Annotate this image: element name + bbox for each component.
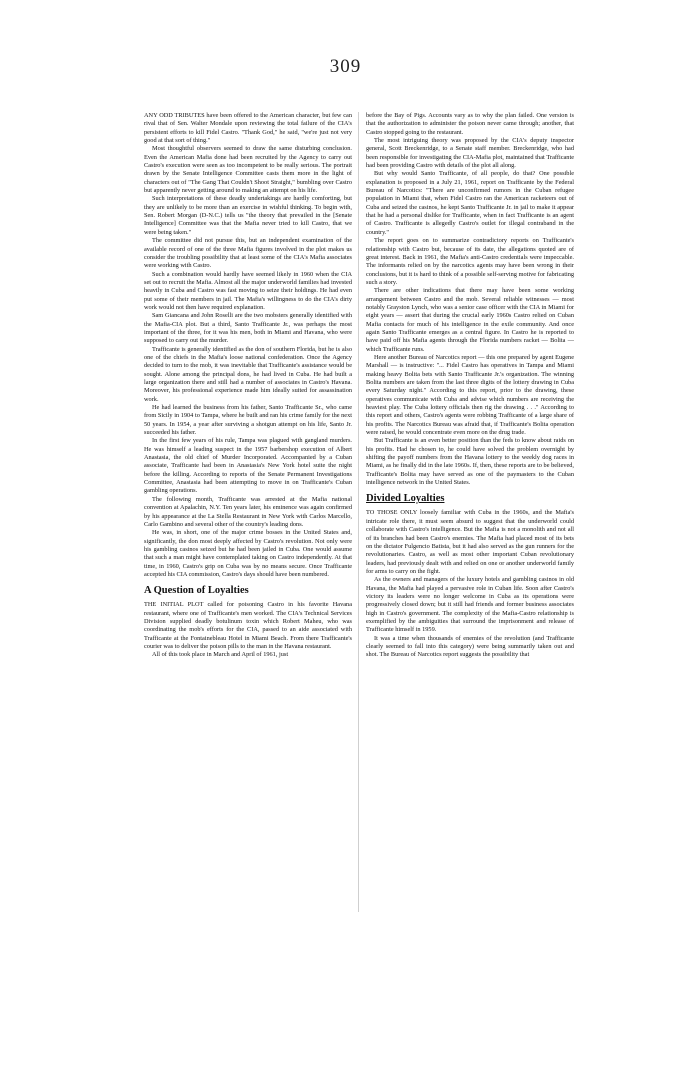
paragraph: The report goes on to summarize contradictory reports on Trafficante's relationship with Castro but, because of its date, the allegations quoted are of great interest. Back in 1961, the Mafia's anti-Castro credentials were impeccable. The informants relied on by the narcotics agents may have been wrong in their conclusions, but it is hard to think of a possible self-serving motive for fabricating such a story. — [366, 237, 574, 286]
paragraph: Such interpretations of these deadly undertakings are hardly comforting, but they are unlikely to be more than an exercise in wishful thinking. To begin with, Sen. Robert Morgan (D-N.C.) tells us "the theory that prevailed in the [Senate Intelligence] Committee was that the Mafia never tried to kill Castro, that we were being taken." — [144, 195, 352, 236]
right-column — [366, 112, 574, 898]
page-number: 309 — [329, 56, 362, 77]
paragraph: As the owners and managers of the luxury hotels and gambling casinos in old Havana, the Mafia had played a pervasive role in Cuban life. Soon after Castro's victory its leaders were no longer welcome in Cuba as its operations were progressively closed down; but it still had friends and former business associates high in Castro's government. The complexity of the Mafia-Castro relationship is exemplified by the ambiguities that surround the imprisonment and release of Trafficante himself in 1959. — [366, 576, 574, 634]
left-column — [144, 112, 352, 920]
paragraph: It was a time when thousands of enemies of the revolution (and Trafficante clearly seemed to fall into this category) were being summarily taken out and shot. The Bureau of Narcotics report suggests the possibility that — [366, 634, 574, 659]
paragraph: He was, in short, one of the major crime bosses in the United States and, significantly, the don most deeply affected by Castro's revolution. Not only were his gambling casinos seized but he had been jailed in Cuba. One would assume that such a man might have contemplated taking on Castro independently. At that time, in 1960, Castro's grip on Cuba was by no means secure. Once Trafficante accepted his CIA commission, Castro's days should have been numbered. — [144, 529, 352, 578]
paragraph: Most thoughtful observers seemed to draw the same disturbing conclusion. Even the American Mafia done had been recruited by the Agency to carry out Castro's execution were seen as too incompetent to be really serious. The portrait drawn by the Senate Intelligence Committee casts them more in the light of characters out of "The Gang That Couldn't Shoot Straight," bumbling over Castro but apparently never getting around to making an attempt on his life. — [144, 145, 352, 195]
paragraph: The committee did not pursue this, but an independent examination of the available record of one of the three Mafia figures involved in the plot makes us consider the troubling possibility that at least some of the CIA's Mafia associates were working with Castro. — [144, 237, 352, 270]
paragraph: In the first few years of his rule, Tampa was plagued with gangland murders. He was himself a leading suspect in the 1957 barbershop execution of Albert Anastasia, the old chief of Murder Incorporated. Accompanied by a Cuban associate, Trafficante had been in Anastasia's New York hotel suite the night before the killing. According to reports of the Senate Permanent Investigations Committee, Anastasia had been attempting to move in on Trafficante's Cuban gambling operations. — [144, 437, 352, 495]
paragraph: But Trafficante is an even better position than the feds to know about raids on his profits. Had he chosen to, he could have solved the problem overnight by shifting the payoff numbers from the Havana lottery to the weekly dog races in Miami, as he finally did in the late 1960s. If, then, these reports are to be believed, Trafficante's Bolita may have served as one of the paymasters to the Cuban intelligence network in the United States. — [366, 437, 574, 487]
column-divider — [358, 112, 359, 912]
paragraph: Trafficante is generally identified as the don of southern Florida, but he is also one of the chiefs in the Mafia's loose national confederation. Once the Agency decided to turn to the mob, it was inevitable that Trafficante's assistance would be sought. Alone among the principal dons, he had lived in Cuba. He had built a large organization there and still had a number of associates in Castro's Havana. Moreover, his professional experience made him ideally suited for assassination work. — [144, 345, 352, 403]
paragraph: ANY ODD TRIBUTES have been offered to the American character, but few can rival that of Sen. Walter Mondale upon reviewing the total failure of the CIA's persistent efforts to kill Fidel Castro. "Thank God," he said, "we're just not very good at that sort of thing." — [144, 112, 352, 145]
paragraph: Here another Bureau of Narcotics report — this one prepared by agent Eugene Marshall — is instructive: "... Fidel Castro has operatives in Tampa and Miami making heavy Bolita bets with Santo Trafficante Jr.'s organization. The winning Bolita numbers are taken from the last three digits of the lottery drawing in Cuba every Saturday night." According to this report, prior to the drawing, these operatives communicate with Cuba and advise which numbers are receiving the heaviest play. The Cuba lottery officials then rig the drawing . . ." According to this report and others, Castro's agents were robbing Trafficante of a large share of his profits. The Narcotics Bureau was afraid that, if Trafficante's Bolita operation were raised, he would concentrate even more on the drug trade. — [366, 353, 574, 437]
paragraph: He had learned the business from his father, Santo Trafficante Sr., who came from Sicily in 1904 to Tampa, where he built and ran his crime family for the next 50 years. In 1954, a year after surviving a shotgun attempt on his life, Santo Jr. succeeded his father. — [144, 404, 352, 437]
paragraph: Sam Giancana and John Roselli are the two mobsters generally identified with the Mafia-CIA plot. But a third, Santo Trafficante Jr., was perhaps the most important of the three, for it was his men, both in Miami and Havana, who were supposed to carry out the murder. — [144, 312, 352, 345]
paragraph: THE INITIAL PLOT called for poisoning Castro in his favorite Havana restaurant, where one of Trafficante's men worked. The CIA's Technical Services Division supplied deadly botulinum toxin which Robert Maheu, who was coordinating the mob's efforts for the CIA, passed to an aide associated with Trafficante at the Fontainebleau Hotel in Miami Beach. From there Trafficante's courier was to deliver the poison pills to the man in the Havana restaurant. — [144, 601, 352, 650]
paragraph: The most intriguing theory was proposed by the CIA's deputy inspector general, Scott Breckenridge, to a Senate staff member. Breckenridge, who had been responsible for investigating the CIA-Mafia plot, maintained that Trafficante had been providing Castro with details of the plot all along. — [366, 137, 574, 170]
paragraph: All of this took place in March and April of 1961, just — [152, 651, 289, 659]
section-heading: Divided Loyalties — [366, 493, 445, 505]
section-heading: A Question of Loyalties — [144, 585, 249, 597]
paragraph: before the Bay of Pigs. Accounts vary as to why the plan failed. One version is that the authorization to administer the poison never came through; another, that Castro stopped going to the restaurant. — [366, 112, 574, 136]
paragraph: Such a combination would hardly have seemed likely in 1960 when the CIA set out to recruit the Mafia. Almost all the major underworld families had invested heavily in Cuba and Castro was fast moving to seize their holdings. He had even put some of their members in jail. The Mafia's willingness to do the CIA's dirty work would not then have required explanation. — [144, 270, 352, 311]
paragraph: But why would Santo Trafficante, of all people, do that? One possible explanation is proposed in a July 21, 1961, report on Trafficante by the Federal Bureau of Narcotics: "There are unconfirmed rumors in the Cuban refugee population in Miami that, when Fidel Castro ran the American racketeers out of Cuba and seized the casinos, he kept Santo Trafficante Jr. in jail to make it appear that he had a personal dislike for Trafficante, when in fact Trafficante is an agent of Castro. Trafficante is allegedly Castro's outlet for illegal contraband in the country." — [366, 170, 574, 236]
paragraph: The following month, Trafficante was arrested at the Mafia national convention at Apalachin, N.Y. Ten years later, his eminence was again confirmed by his appearance at the La Stella Restaurant in New York with Carlos Marcello, Carlo Gambino and several other of the country's leading dons. — [144, 495, 352, 528]
paragraph: TO THOSE ONLY loosely familiar with Cuba in the 1960s, and the Mafia's intricate role there, it must seem absurd to suggest that the underworld could collaborate with Castro's intelligence. But the Mafia is not a monolith and not all of its branches had been Castro's enemies. The Mafia had placed most of its bets on the dictator Fulgencio Batista, but it had also served as the gun runners for the revolutionaries. Castro, as well as most other important Cuban revolutionary leaders, had previously dealt with and relied on one or another underworld family for arms to carry on the fight. — [366, 509, 574, 575]
paragraph: There are other indications that there may have been some working arrangement between Castro and the mob. Several reliable witnesses — most notably Grayston Lynch, who was a senior case officer with the CIA in Miami for eight years — assert that during the crucial early 1960s Castro relied on Cuban Mafia contacts for much of his intelligence in the exile community. And once again Santo Trafficante emerges as a central figure. In Castro he is reported to have paid off his Mafia agents through the Florida numbers racket — Bolita — which Trafficante runs. — [366, 287, 574, 353]
